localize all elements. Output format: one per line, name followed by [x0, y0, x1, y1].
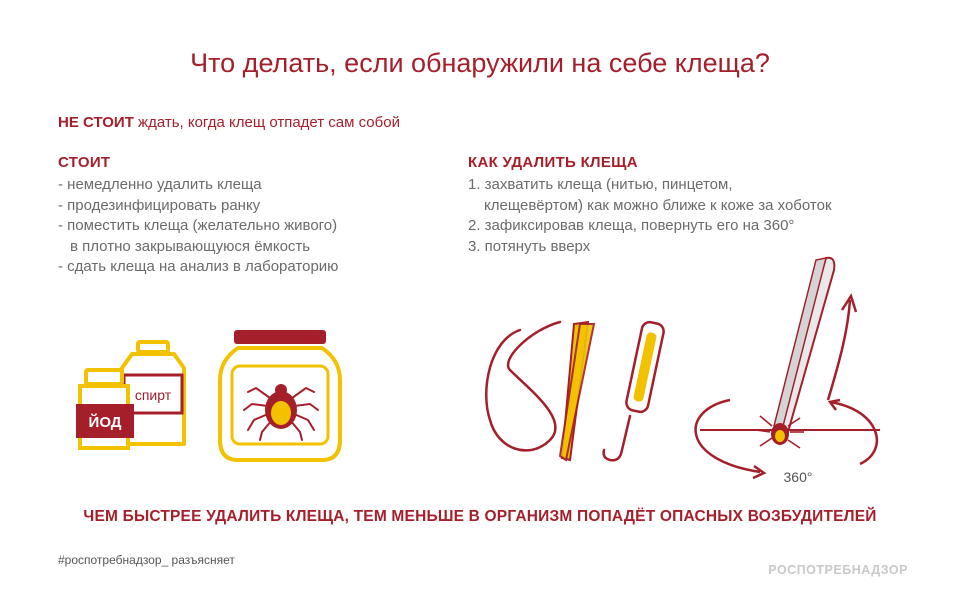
pull-up-arrow-icon — [828, 300, 850, 400]
warning-line — [58, 114, 400, 131]
tick-twister-icon — [604, 321, 666, 461]
warning-bold: НЕ СТОИТ — [58, 114, 134, 131]
howto-list — [468, 175, 832, 257]
jar-with-tick-icon — [220, 330, 340, 460]
list-item: - немедленно удалить клеща — [58, 176, 262, 193]
list-item: 1. захватить клеща (нитью, пинцетом, — [468, 176, 733, 193]
steel-tweezers-icon — [774, 258, 834, 432]
thread-icon — [486, 322, 560, 450]
list-item: в плотно закрывающуюся ёмкость — [70, 237, 311, 255]
list-item: - продезинфицировать ранку — [58, 196, 261, 214]
list-item: - поместить клеща (желательно живого) — [58, 217, 338, 234]
should-heading: СТОИТ — [58, 154, 111, 171]
rotation-label: 360° — [783, 469, 813, 485]
should-list — [58, 175, 338, 278]
bottles-jar-illustration — [60, 320, 350, 470]
howto-heading: КАК УДАЛИТЬ КЛЕЩА — [468, 154, 638, 171]
tweezers-icon — [560, 322, 594, 460]
list-item: 3. потянуть вверх — [468, 237, 591, 255]
list-item: клещевёртом) как можно ближе к коже за хоботок — [484, 196, 832, 214]
removal-tools-illustration — [470, 250, 910, 490]
list-item: - сдать клеща на анализ в лабораторию — [58, 258, 339, 275]
page-title: Что делать, если обнаружили на себе клеща? — [190, 48, 770, 78]
brand-logo-text: РОСПОТРЕБНАДЗОР — [768, 563, 908, 577]
bottom-message: ЧЕМ БЫСТРЕЕ УДАЛИТЬ КЛЕЩА, ТЕМ МЕНЬШЕ В ОРГАНИЗМ ПОПАДЁТ ОПАСНЫХ ВОЗБУДИТЕЛЕЙ — [83, 508, 877, 525]
iodine-label: ЙОД — [88, 414, 122, 431]
hashtag: #роспотребнадзор_ разъясняет — [58, 553, 235, 567]
warning-text: ждать, когда клещ отпадет сам собой — [133, 114, 400, 131]
alcohol-label: спирт — [134, 387, 172, 403]
list-item: 2. зафиксировав клеща, повернуть его на 360° — [468, 217, 795, 234]
